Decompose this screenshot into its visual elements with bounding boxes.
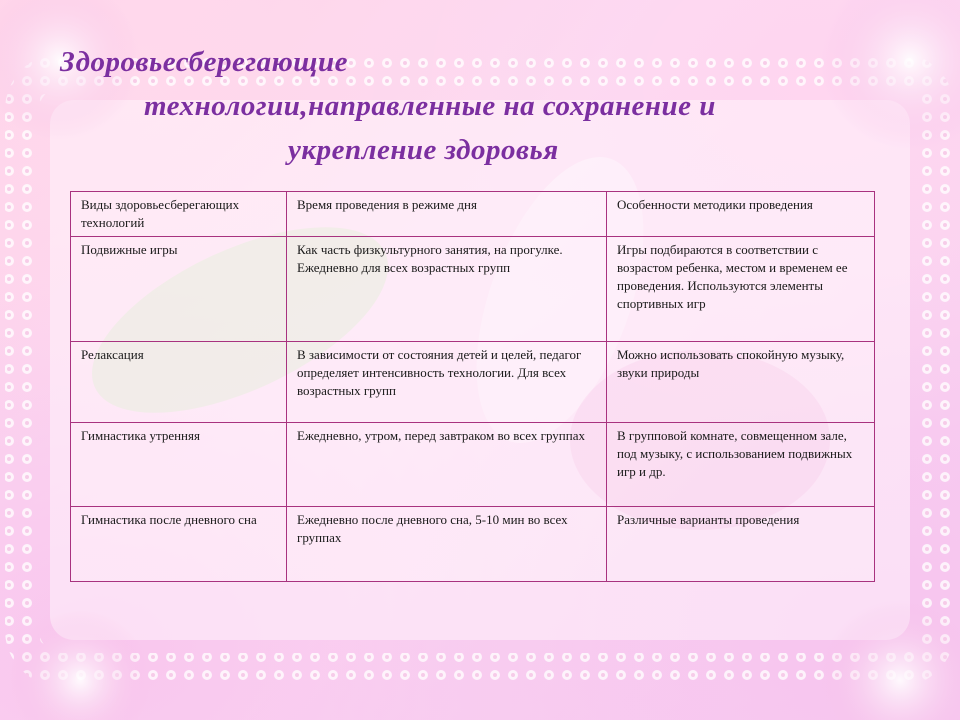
table-cell: Как часть физкультурного занятия, на прогулке. Ежедневно для всех возрастных групп: [287, 237, 607, 342]
header-cell: Время проведения в режиме дня: [287, 192, 607, 237]
table-cell: Гимнастика после дневного сна: [71, 507, 287, 582]
table-row: [71, 342, 875, 423]
table-row: [71, 237, 875, 342]
table-cell: Можно использовать спокойную музыку, звуки природы: [607, 342, 875, 423]
header-cell: Особенности методики проведения: [607, 192, 875, 237]
table-cell: Ежедневно, утром, перед завтраком во всех группах: [287, 423, 607, 507]
table-header-row: [71, 192, 875, 237]
table-cell: В групповой комнате, совмещенном зале, под музыку, с использованием подвижных игр и др.: [607, 423, 875, 507]
table-cell: Игры подбираются в соответствии с возрастом ребенка, местом и временем ее проведения. Используются элементы спортивных игр: [607, 237, 875, 342]
table-row: [71, 423, 875, 507]
title-line-2: технологии,направленные на сохранение и: [144, 90, 716, 122]
table-cell: Ежедневно после дневного сна, 5-10 мин во всех группах: [287, 507, 607, 582]
table-cell: В зависимости от состояния детей и целей, педагог определяет интенсивность технологии. Для всех возрастных групп: [287, 342, 607, 423]
technologies-table: [70, 191, 875, 582]
title-line-3: укрепление здоровья: [288, 134, 559, 166]
table-cell: Релаксация: [71, 342, 287, 423]
table-cell: Гимнастика утренняя: [71, 423, 287, 507]
header-cell: Виды здоровьесберегающих технологий: [71, 192, 287, 237]
table-cell: Различные варианты проведения: [607, 507, 875, 582]
title-line-1: Здоровьесберегающие: [60, 46, 348, 78]
table-cell: Подвижные игры: [71, 237, 287, 342]
page-title: [60, 40, 920, 172]
table-row: [71, 507, 875, 582]
